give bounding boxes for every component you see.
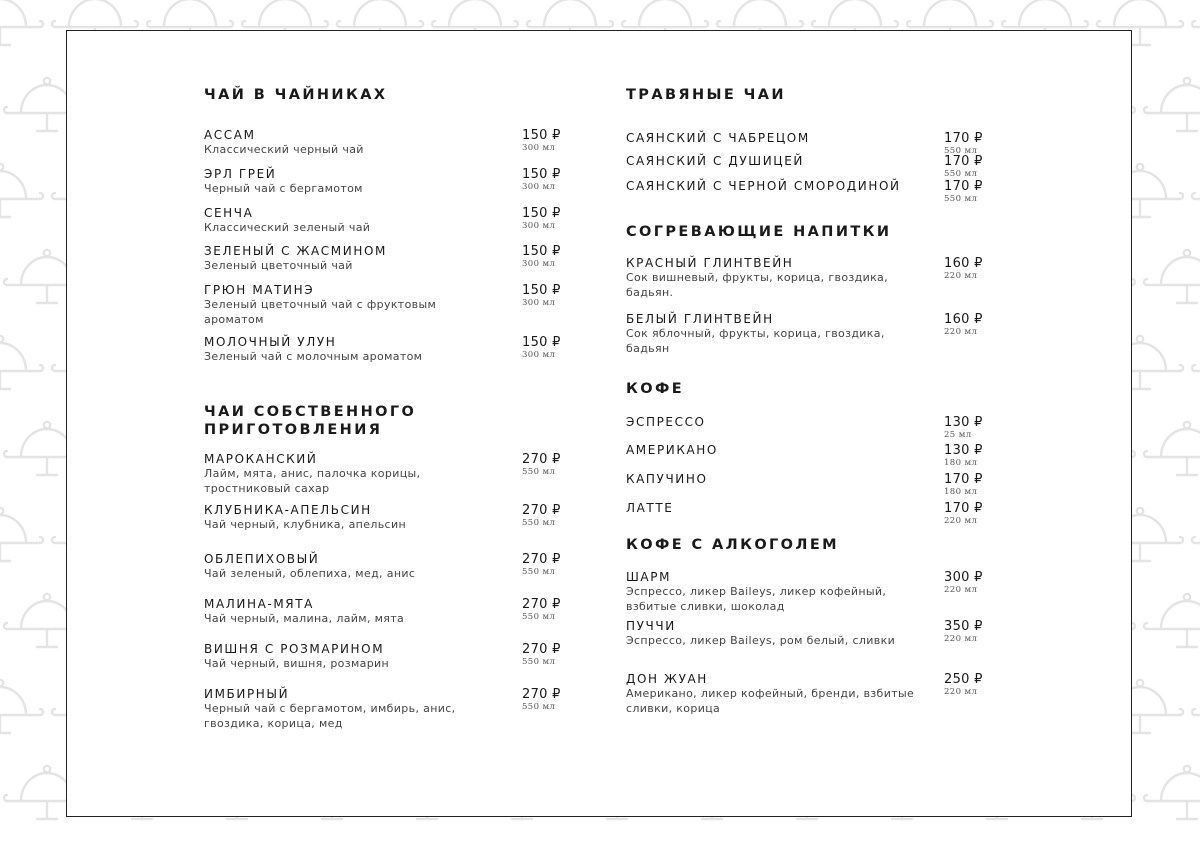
cloche-icon	[1192, 164, 1200, 217]
item-description: Черный чай с бергамотом	[204, 182, 363, 195]
item-volume: 220 мл	[944, 634, 978, 644]
item-description: Чай черный, малина, лайм, мята	[204, 612, 405, 625]
section-title: ЧАИ СОБСТВЕННОГО	[204, 404, 417, 420]
item-price: 160 ₽	[944, 312, 983, 327]
cloche-icon	[1192, 336, 1200, 389]
item-description: Зеленый цветочный чай	[204, 259, 353, 272]
section-title: КОФЕ С АЛКОГОЛЕМ	[626, 537, 839, 553]
cloche-icon	[0, 164, 43, 217]
item-name: СЕНЧА	[204, 206, 254, 220]
item-name: ОБЛЕПИХОВЫЙ	[204, 552, 320, 566]
item-volume: 220 мл	[944, 516, 978, 526]
item-volume: 180 мл	[944, 487, 978, 497]
item-name: САЯНСКИЙ С ЧАБРЕЦОМ	[626, 131, 810, 145]
item-price: 150 ₽	[522, 206, 561, 221]
cloche-icon	[0, 0, 43, 45]
item-volume: 300 мл	[522, 259, 556, 269]
item-name: БЕЛЫЙ ГЛИНТВЕЙН	[626, 312, 774, 326]
item-price: 150 ₽	[522, 244, 561, 259]
cloche-icon	[1144, 422, 1200, 475]
item-volume: 550 мл	[522, 567, 556, 577]
item-volume: 220 мл	[944, 327, 978, 337]
cloche-icon	[0, 680, 43, 733]
item-name: САЯНСКИЙ С ДУШИЦЕЙ	[626, 154, 804, 168]
item-volume: 550 мл	[522, 612, 556, 622]
section-title: ТРАВЯНЫЕ ЧАИ	[626, 87, 786, 103]
item-name: ЛАТТЕ	[626, 501, 674, 515]
item-name: ВИШНЯ С РОЗМАРИНОМ	[204, 642, 385, 656]
cloche-icon	[1144, 766, 1200, 819]
item-description: Зеленый чай с молочным ароматом	[204, 350, 423, 363]
item-volume: 550 мл	[522, 702, 556, 712]
item-name: ЭСПРЕССО	[626, 415, 706, 429]
item-volume: 550 мл	[944, 194, 978, 204]
item-price: 150 ₽	[522, 128, 561, 143]
item-price: 270 ₽	[522, 642, 561, 657]
cloche-icon	[1192, 0, 1200, 45]
item-name: КАПУЧИНО	[626, 472, 708, 486]
item-price: 270 ₽	[522, 452, 561, 467]
item-description: Американо, ликер кофейный, бренди, взбитые сливки, корица	[626, 687, 915, 715]
item-volume: 550 мл	[944, 169, 978, 179]
item-description: Зеленый цветочный чай с фруктовым ароматом	[204, 298, 437, 326]
item-price: 270 ₽	[522, 552, 561, 567]
item-description: Чай зеленый, облепиха, мед, анис	[204, 567, 416, 580]
item-price: 300 ₽	[944, 570, 983, 585]
cloche-icon	[1144, 250, 1200, 303]
menu-page-frame	[66, 30, 1132, 817]
cloche-icon	[0, 336, 43, 389]
cloche-icon	[1192, 680, 1200, 733]
item-price: 350 ₽	[944, 619, 983, 634]
item-volume: 550 мл	[522, 467, 556, 477]
item-description: Лайм, мята, анис, палочка корицы, тростниковый сахар	[204, 467, 421, 495]
item-volume: 550 мл	[944, 146, 978, 156]
cloche-icon	[0, 508, 43, 561]
cloche-icon	[1192, 508, 1200, 561]
item-volume: 300 мл	[522, 298, 556, 308]
item-name: АССАМ	[204, 128, 256, 142]
item-name: ЭРЛ ГРЕЙ	[204, 167, 277, 181]
item-price: 250 ₽	[944, 672, 983, 687]
item-name: МОЛОЧНЫЙ УЛУН	[204, 335, 337, 349]
item-volume: 550 мл	[522, 518, 556, 528]
item-name: МАРОКАНСКИЙ	[204, 452, 318, 466]
item-price: 160 ₽	[944, 256, 983, 271]
item-name: САЯНСКИЙ С ЧЕРНОЙ СМОРОДИНОЙ	[626, 179, 901, 193]
item-price: 130 ₽	[944, 443, 983, 458]
item-name: МАЛИНА-МЯТА	[204, 597, 314, 611]
section-title: СОГРЕВАЮЩИЕ НАПИТКИ	[626, 224, 892, 240]
item-name: ШАРМ	[626, 570, 672, 584]
item-price: 130 ₽	[944, 415, 983, 430]
item-volume: 300 мл	[522, 143, 556, 153]
item-price: 150 ₽	[522, 283, 561, 298]
item-price: 270 ₽	[522, 687, 561, 702]
section-title: ПРИГОТОВЛЕНИЯ	[204, 422, 383, 438]
item-description: Эспрессо, ликер Baileys, ром белый, сливки	[626, 634, 896, 647]
item-volume: 550 мл	[522, 657, 556, 667]
item-volume: 300 мл	[522, 221, 556, 231]
item-price: 150 ₽	[522, 167, 561, 182]
item-description: Чай черный, клубника, апельсин	[204, 518, 406, 531]
item-name: ИМБИРНЫЙ	[204, 687, 290, 701]
item-price: 270 ₽	[522, 597, 561, 612]
cloche-icon	[1144, 78, 1200, 131]
item-volume: 180 мл	[944, 458, 978, 468]
item-volume: 300 мл	[522, 182, 556, 192]
item-description: Эспрессо, ликер Baileys, ликер кофейный, взбитые сливки, шоколад	[626, 585, 887, 613]
item-price: 170 ₽	[944, 472, 983, 487]
item-description: Чай черный, вишня, розмарин	[204, 657, 390, 670]
item-description: Сок вишневый, фрукты, корица, гвоздика, бадьян.	[626, 271, 888, 299]
item-price: 170 ₽	[944, 131, 983, 146]
item-volume: 220 мл	[944, 585, 978, 595]
item-volume: 220 мл	[944, 271, 978, 281]
item-description: Классический черный чай	[204, 143, 364, 156]
section-title: ЧАЙ В ЧАЙНИКАХ	[204, 87, 388, 103]
item-name: ГРЮН МАТИНЭ	[204, 283, 315, 297]
item-name: КРАСНЫЙ ГЛИНТВЕЙН	[626, 256, 794, 270]
item-description: Черный чай с бергамотом, имбирь, анис, гвоздика, корица, мед	[204, 702, 456, 730]
item-volume: 300 мл	[522, 350, 556, 360]
item-volume: 220 мл	[944, 687, 978, 697]
cloche-icon	[1144, 594, 1200, 647]
item-name: ЗЕЛЕНЫЙ С ЖАСМИНОМ	[204, 244, 387, 258]
item-name: КЛУБНИКА-АПЕЛЬСИН	[204, 503, 372, 517]
item-price: 170 ₽	[944, 179, 983, 194]
item-price: 270 ₽	[522, 503, 561, 518]
item-name: ПУЧЧИ	[626, 619, 676, 633]
item-description: Классический зеленый чай	[204, 221, 371, 234]
item-description: Сок яблочный, фрукты, корица, гвоздика, бадьян	[626, 327, 885, 355]
item-name: АМЕРИКАНО	[626, 443, 718, 457]
item-price: 170 ₽	[944, 154, 983, 169]
item-price: 150 ₽	[522, 335, 561, 350]
section-title: КОФЕ	[626, 381, 685, 397]
item-name: ДОН ЖУАН	[626, 672, 708, 686]
item-volume: 25 мл	[944, 430, 972, 440]
item-price: 170 ₽	[944, 501, 983, 516]
